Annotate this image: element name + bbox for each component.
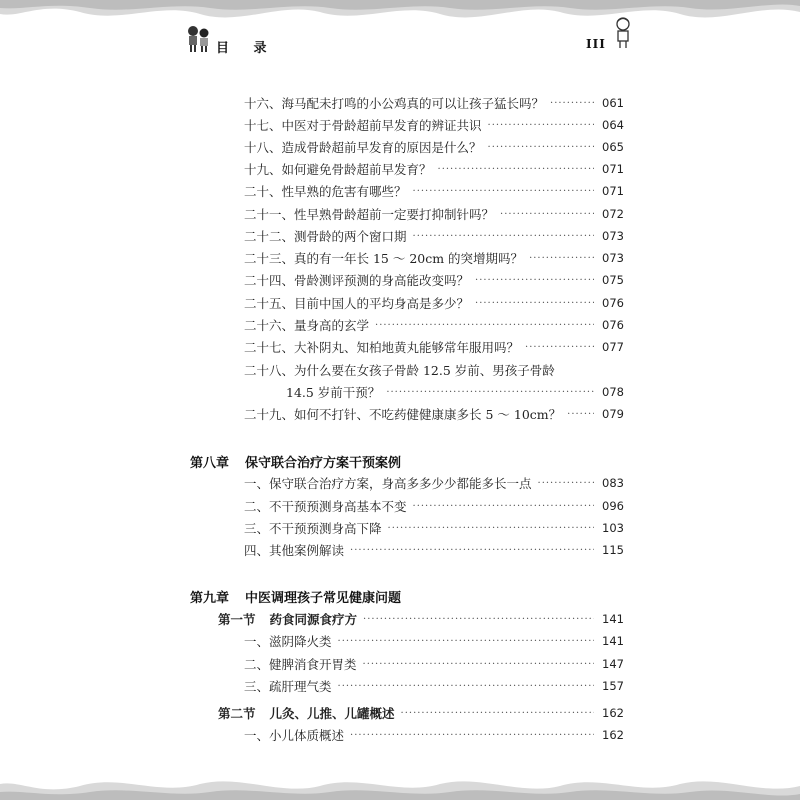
chapter-number: 第八章 <box>190 456 230 471</box>
header-title: 目 录 <box>216 41 277 56</box>
leader-dots <box>529 253 594 264</box>
kids-illustration-icon <box>186 24 212 54</box>
top-wave-decoration <box>0 0 800 34</box>
toc-entry-title: 一、滋阴降火类 <box>244 634 332 649</box>
toc-section[interactable] <box>218 704 624 722</box>
leader-dots <box>438 164 594 175</box>
chapter-title: 保守联合治疗方案干预案例 <box>245 456 402 471</box>
toc-entry-page: 147 <box>602 657 624 671</box>
toc-entry-title: 二十六、量身高的玄学 <box>244 318 370 333</box>
toc-entry-page: 076 <box>602 296 624 310</box>
toc-entry-page: 075 <box>602 273 624 287</box>
toc-entry-page: 072 <box>602 207 624 221</box>
chapter-title: 中医调理孩子常见健康问题 <box>245 591 402 606</box>
toc-section-title <box>218 610 357 628</box>
toc-entry-title: 二十、性早熟的危害有哪些？ <box>244 184 407 199</box>
toc-entry-title: 三、疏肝理气类 <box>244 679 332 694</box>
toc-entry[interactable] <box>244 182 624 200</box>
section-number: 第二节 <box>218 706 256 721</box>
leader-dots <box>550 98 594 109</box>
bottom-wave-decoration <box>0 766 800 800</box>
leader-dots <box>413 186 594 197</box>
toc-entry-page: 061 <box>602 96 624 110</box>
toc-entry[interactable] <box>244 116 624 134</box>
chapter-heading[interactable] <box>190 587 401 606</box>
leader-dots <box>413 231 594 242</box>
toc-entry-title: 二十四、骨龄测评预测的身高能改变吗？ <box>244 273 470 288</box>
header-page-number: III <box>586 37 606 51</box>
toc-entry-title: 二、健脾消食开胃类 <box>244 657 357 672</box>
toc-entry-page: 096 <box>602 499 624 513</box>
toc-entry-title: 二十八、为什么要在女孩子骨龄 12.5 岁前、男孩子骨龄 <box>244 363 555 378</box>
toc-entry[interactable] <box>244 294 624 312</box>
toc-entry[interactable] <box>244 541 624 559</box>
toc-entry-title: 二十三、真的有一年长 15 ～ 20cm 的突增期吗？ <box>244 251 524 266</box>
toc-entry[interactable] <box>244 361 624 379</box>
toc-entry[interactable] <box>244 271 624 289</box>
leader-dots <box>350 730 594 741</box>
toc-entry-page: 162 <box>602 706 624 720</box>
toc-entry-page: 077 <box>602 340 624 354</box>
leader-dots <box>350 545 594 556</box>
toc-entry[interactable] <box>244 632 624 650</box>
toc-entry-title: 十九、如何避免骨龄超前早发育？ <box>244 162 432 177</box>
chapter-heading[interactable] <box>190 452 401 471</box>
toc-entry-title: 一、保守联合治疗方案，身高多多少少都能多长一点 <box>244 476 532 491</box>
toc-entry[interactable] <box>244 677 624 695</box>
toc-entry-page: 073 <box>602 251 624 265</box>
toc-entry-page: 071 <box>602 162 624 176</box>
toc-entry-page: 073 <box>602 229 624 243</box>
toc-entry-page: 083 <box>602 476 624 490</box>
toc-entry-title: 二、不干预预测身高基本不变 <box>244 499 407 514</box>
leader-dots <box>401 708 594 719</box>
leader-dots <box>338 681 594 692</box>
toc-entry-title: 二十九、如何不打针、不吃药健健康康多长 5 ～ 10cm？ <box>244 407 562 422</box>
toc-entry-page: 157 <box>602 679 624 693</box>
leader-dots <box>525 342 594 353</box>
toc-entry-page: 115 <box>602 543 624 557</box>
boy-illustration-icon <box>612 16 634 50</box>
section-title: 儿灸、儿推、儿罐概述 <box>269 706 395 721</box>
toc-entry-title: 一、小儿体质概述 <box>244 728 345 743</box>
toc-entry[interactable] <box>244 160 624 178</box>
toc-entry[interactable] <box>244 138 624 156</box>
leader-dots <box>386 387 594 398</box>
leader-dots <box>500 209 594 220</box>
toc-entry-title: 十八、造成骨龄超前早发育的原因是什么？ <box>244 140 482 155</box>
section-number: 第一节 <box>218 612 256 627</box>
toc-entry-page: 141 <box>602 634 624 648</box>
toc-entry-page: 064 <box>602 118 624 132</box>
toc-entry-title: 十六、海马配未打鸣的小公鸡真的可以让孩子猛长吗？ <box>244 96 545 111</box>
toc-entry-title: 二十一、性早熟骨龄超前一定要打抑制针吗？ <box>244 207 495 222</box>
leader-dots <box>388 523 594 534</box>
toc-section-title <box>218 704 395 722</box>
toc-entry-title: 二十二、测骨龄的两个窗口期 <box>244 229 407 244</box>
leader-dots <box>475 275 594 286</box>
section-title: 药食同源食疗方 <box>269 612 358 627</box>
leader-dots <box>567 409 594 420</box>
leader-dots <box>488 120 594 131</box>
toc-entry[interactable] <box>244 519 624 537</box>
leader-dots <box>338 636 594 647</box>
toc-entry[interactable] <box>244 726 624 744</box>
toc-entry[interactable] <box>244 655 624 673</box>
toc-entry-page: 162 <box>602 728 624 742</box>
leader-dots <box>538 478 594 489</box>
toc-entry-page: 071 <box>602 184 624 198</box>
toc-entry[interactable] <box>244 405 624 423</box>
leader-dots <box>375 320 594 331</box>
toc-entry[interactable] <box>286 383 624 401</box>
toc-entry[interactable] <box>244 249 624 267</box>
leader-dots <box>488 142 594 153</box>
toc-entry-title: 二十五、目前中国人的平均身高是多少？ <box>244 296 470 311</box>
toc-entry[interactable] <box>244 474 624 492</box>
chapter-number: 第九章 <box>190 591 230 606</box>
toc-entry[interactable] <box>244 205 624 223</box>
toc-entry-title: 二十七、大补阴丸、知柏地黄丸能够常年服用吗？ <box>244 340 520 355</box>
leader-dots <box>363 614 594 625</box>
toc-entry-page: 103 <box>602 521 624 535</box>
toc-entry-page: 065 <box>602 140 624 154</box>
leader-dots <box>363 659 594 670</box>
toc-entry[interactable] <box>244 497 624 515</box>
leader-dots <box>413 501 594 512</box>
toc-entry-page: 079 <box>602 407 624 421</box>
toc-entry[interactable] <box>244 94 624 112</box>
toc-entry-title: 四、其他案例解读 <box>244 543 345 558</box>
toc-entry-page: 078 <box>602 385 624 399</box>
toc-entry[interactable] <box>244 227 624 245</box>
toc-entry-title: 三、不干预预测身高下降 <box>244 521 382 536</box>
toc-entry-title: 14.5 岁前干预？ <box>286 385 381 400</box>
toc-entry-page: 141 <box>602 612 624 626</box>
toc-entry[interactable] <box>244 338 624 356</box>
toc-entry-title: 十七、中医对于骨龄超前早发育的辨证共识 <box>244 118 482 133</box>
leader-dots <box>475 298 594 309</box>
toc-section[interactable] <box>218 610 624 628</box>
toc-entry[interactable] <box>244 316 624 334</box>
toc-entry-page: 076 <box>602 318 624 332</box>
